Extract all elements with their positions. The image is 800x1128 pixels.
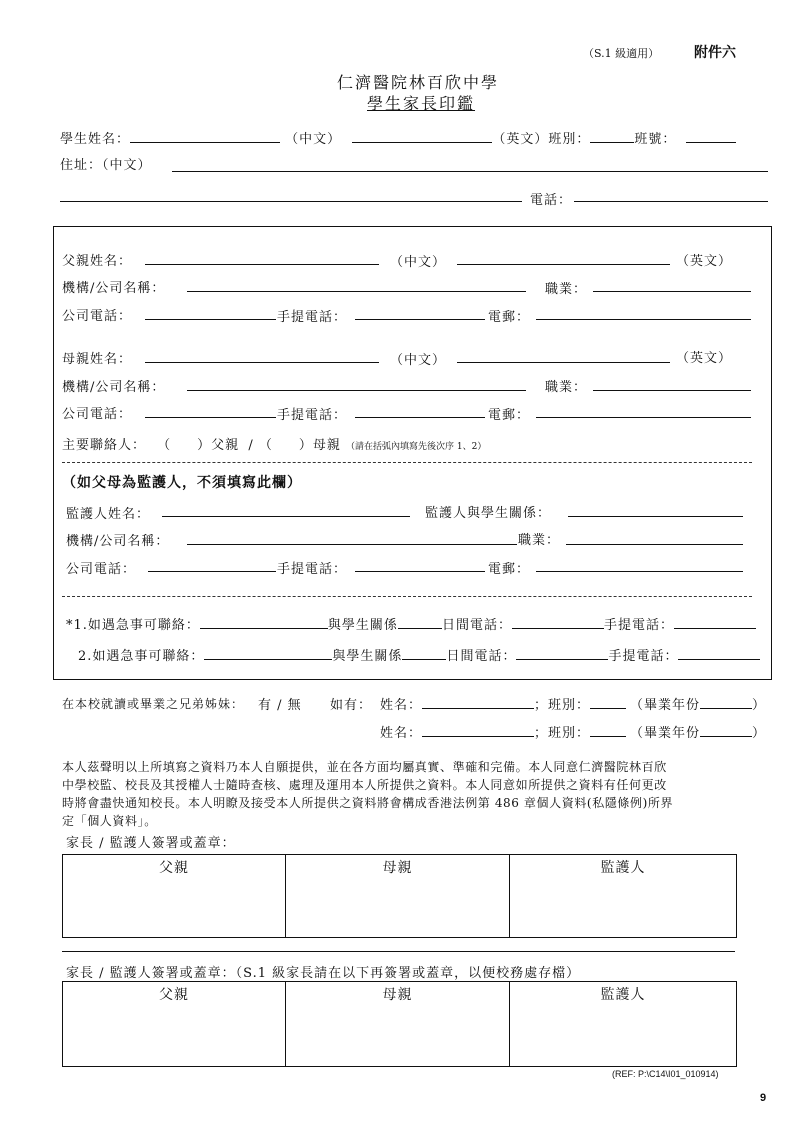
mother-office-phone-field[interactable]: [145, 417, 276, 418]
sibling-grad-field-2[interactable]: [700, 723, 752, 737]
attachment-label: 附件六: [694, 45, 736, 61]
mother-company-label: 機構/公司名稱：: [62, 380, 166, 395]
sibling-close-1: ）: [752, 698, 767, 713]
guardian-company-field[interactable]: [187, 544, 517, 545]
main-contact-row: [62, 434, 486, 453]
father-mobile-field[interactable]: [355, 319, 485, 320]
emergency-prefix-2: 2.: [78, 649, 93, 664]
sig2-mother-label: 母親: [382, 987, 413, 1003]
emergency-relation-field-1[interactable]: [398, 615, 442, 629]
father-email-field[interactable]: [536, 319, 751, 320]
mother-mobile-label: 手提電話：: [277, 408, 348, 423]
guardian-email-label: 電郵：: [488, 562, 531, 577]
father-name-english-field[interactable]: [457, 264, 670, 265]
sibling-class-label-1: ；班別：: [534, 698, 591, 713]
sibling-row-1: [380, 694, 766, 713]
student-number-label: 班號：: [634, 132, 677, 147]
declaration-line-1: 本人茲聲明以上所填寫之資料乃本人自願提供，並在各方面均屬真實、準確和完備。本人同意仁濟醫院林百欣: [62, 760, 667, 774]
sig2-father-cell[interactable]: [63, 982, 286, 1066]
guardian-job-label: 職業：: [518, 533, 561, 548]
emergency-relation-label-1: 與學生關係: [327, 618, 398, 633]
guardian-office-phone-label: 公司電話：: [66, 562, 137, 577]
mother-office-phone-label: 公司電話：: [62, 407, 133, 422]
mother-job-label: 職業：: [545, 380, 588, 395]
emergency-contact-field-1[interactable]: [200, 615, 328, 629]
student-phone-field[interactable]: [574, 201, 768, 202]
student-name-english-field[interactable]: [352, 129, 492, 143]
guardian-name-field[interactable]: [162, 516, 410, 517]
mother-name-english-field[interactable]: [457, 362, 670, 363]
sig2-guardian-label: 監護人: [600, 987, 646, 1003]
sig2-mother-cell[interactable]: [286, 982, 510, 1066]
student-address-label: 住址：（中文）: [60, 158, 152, 173]
sig1-father-label: 父親: [159, 860, 189, 876]
emergency-day-phone-field-2[interactable]: [516, 646, 608, 660]
emergency-contact-label-1: 如遇急事可聯絡：: [87, 618, 200, 633]
signature-table-1: [62, 854, 737, 938]
sig1-guardian-cell[interactable]: [510, 855, 736, 937]
sibling-class-field-2[interactable]: [590, 723, 626, 737]
emergency-day-phone-label-2: 日間電話：: [446, 649, 517, 664]
student-class-label: 班別：: [548, 132, 591, 147]
signature-label-1: 家長 / 監護人簽署或蓋章：: [66, 836, 236, 851]
mother-email-field[interactable]: [536, 417, 751, 418]
father-job-field[interactable]: [593, 291, 751, 292]
siblings-if-yes: 如有：: [330, 698, 373, 713]
emergency-contact-label-2: 如遇急事可聯絡：: [92, 649, 205, 664]
school-name: 仁濟醫院林百欣中學: [337, 73, 500, 92]
father-english-label: （英文）: [676, 254, 733, 269]
student-name-row: [60, 128, 736, 147]
father-office-phone-field[interactable]: [145, 319, 276, 320]
sig1-mother-cell[interactable]: [286, 855, 510, 937]
sibling-name-label-1: 姓名：: [380, 698, 423, 713]
sig1-father-cell[interactable]: [63, 855, 286, 937]
emergency-relation-field-2[interactable]: [402, 646, 446, 660]
guardian-mobile-label: 手提電話：: [277, 562, 348, 577]
main-contact-mother-label: ）母親: [298, 438, 341, 453]
main-contact-paren-open-1: （: [157, 438, 172, 453]
sig2-guardian-cell[interactable]: [510, 982, 736, 1066]
student-number-field[interactable]: [686, 129, 736, 143]
emergency-mobile-label-1: 手提電話：: [603, 618, 674, 633]
mother-name-chinese-field[interactable]: [145, 362, 379, 363]
sibling-name-field-1[interactable]: [422, 695, 534, 709]
father-name-label: 父親姓名：: [62, 254, 133, 269]
form-title: 學生家長印鑑: [367, 94, 476, 113]
father-chinese-label: （中文）: [390, 255, 447, 270]
signature-divider: [62, 951, 735, 952]
sibling-row-2: [380, 722, 766, 741]
guardian-job-field[interactable]: [566, 544, 743, 545]
guardian-section-note: （如父母為監護人，不須填寫此欄）: [62, 475, 302, 491]
student-phone-label: 電話：: [530, 193, 573, 208]
guardian-relation-field[interactable]: [568, 516, 743, 517]
sibling-grad-label-2: （畢業年份: [630, 726, 701, 741]
mother-english-label: （英文）: [676, 351, 733, 366]
sibling-grad-field-1[interactable]: [700, 695, 752, 709]
sibling-close-2: ）: [752, 726, 767, 741]
declaration-line-4: 定「個人資料」。: [62, 814, 157, 828]
declaration-line-3: 時將會盡快通知校長。本人明瞭及接受本人所提供之資料將會構成香港法例第 486 章個人資料(私隱條例)所界: [62, 796, 674, 810]
sibling-grad-label-1: （畢業年份: [630, 698, 701, 713]
student-address-field[interactable]: [172, 171, 768, 172]
emergency-day-phone-label-1: 日間電話：: [441, 618, 512, 633]
emergency-prefix-1: *1.: [66, 618, 88, 633]
mother-chinese-label: （中文）: [390, 353, 447, 368]
level-note: （S.1 級適用）: [583, 47, 660, 60]
emergency-mobile-label-2: 手提電話：: [608, 649, 679, 664]
student-class-field[interactable]: [590, 129, 634, 143]
emergency-mobile-field-2[interactable]: [678, 646, 760, 660]
page-number: 9: [760, 1092, 767, 1104]
main-contact-label: 主要聯絡人：: [62, 438, 147, 453]
emergency-divider: [62, 596, 752, 597]
student-name-chinese-field[interactable]: [130, 129, 280, 143]
main-contact-slash: /: [248, 438, 254, 453]
student-english-label: （英文）: [492, 132, 549, 147]
guardian-relation-label: 監護人與學生關係：: [425, 506, 552, 521]
declaration: [62, 758, 782, 830]
guardian-name-label: 監護人姓名：: [66, 507, 151, 522]
student-chinese-label: （中文）: [285, 132, 342, 147]
father-mobile-label: 手提電話：: [277, 310, 348, 325]
father-company-label: 機構/公司名稱：: [62, 281, 166, 296]
reference-code: (REF: P:\C14\I01_010914): [612, 1069, 719, 1079]
guardian-divider: [62, 462, 752, 463]
father-email-label: 電郵：: [488, 310, 531, 325]
mother-company-field[interactable]: [187, 390, 526, 391]
sig2-father-label: 父親: [159, 987, 189, 1003]
main-contact-note: （請在括弧內填寫先後次序 1、2）: [346, 442, 487, 452]
father-job-label: 職業：: [545, 282, 588, 297]
emergency-relation-label-2: 與學生關係: [332, 649, 403, 664]
guardian-company-label: 機構/公司名稱：: [66, 534, 170, 549]
guardian-office-phone-field[interactable]: [148, 571, 276, 572]
sig1-guardian-label: 監護人: [600, 860, 646, 876]
siblings-question: 在本校就讀或畢業之兄弟姊妹：: [62, 697, 245, 711]
declaration-line-2: 中學校監、校長及其授權人士隨時查核、處理及運用本人所提供之資料。本人同意如所提供之資料有任何更改: [62, 778, 667, 792]
main-contact-paren-open-2: （: [258, 438, 273, 453]
mother-email-label: 電郵：: [488, 408, 531, 423]
father-office-phone-label: 公司電話：: [62, 309, 133, 324]
emergency-mobile-field-1[interactable]: [674, 615, 756, 629]
main-contact-father-label: ）父親: [197, 438, 240, 453]
mother-name-label: 母親姓名：: [62, 352, 133, 367]
mother-mobile-field[interactable]: [355, 417, 485, 418]
signature-label-2: 家長 / 監護人簽署或蓋章：（S.1 級家長請在以下再簽署或蓋章，以便校務處存檔）: [66, 966, 581, 981]
sibling-name-field-2[interactable]: [422, 723, 534, 737]
sibling-class-field-1[interactable]: [590, 695, 626, 709]
emergency-row-1: [66, 614, 756, 633]
emergency-day-phone-field-1[interactable]: [512, 615, 604, 629]
emergency-contact-field-2[interactable]: [204, 646, 332, 660]
signature-table-2: [62, 981, 737, 1067]
father-company-field[interactable]: [187, 291, 526, 292]
mother-job-field[interactable]: [593, 390, 751, 391]
sibling-name-label-2: 姓名：: [380, 726, 423, 741]
father-name-chinese-field[interactable]: [145, 264, 379, 265]
siblings-options[interactable]: 有 / 無: [258, 698, 302, 713]
sibling-class-label-2: ；班別：: [534, 726, 591, 741]
student-name-label: 學生姓名：: [60, 132, 131, 147]
emergency-row-2: [78, 645, 760, 664]
guardian-mobile-field[interactable]: [355, 571, 485, 572]
student-address-field-2[interactable]: [60, 201, 522, 202]
sig1-mother-label: 母親: [382, 860, 413, 876]
guardian-email-field[interactable]: [536, 571, 743, 572]
